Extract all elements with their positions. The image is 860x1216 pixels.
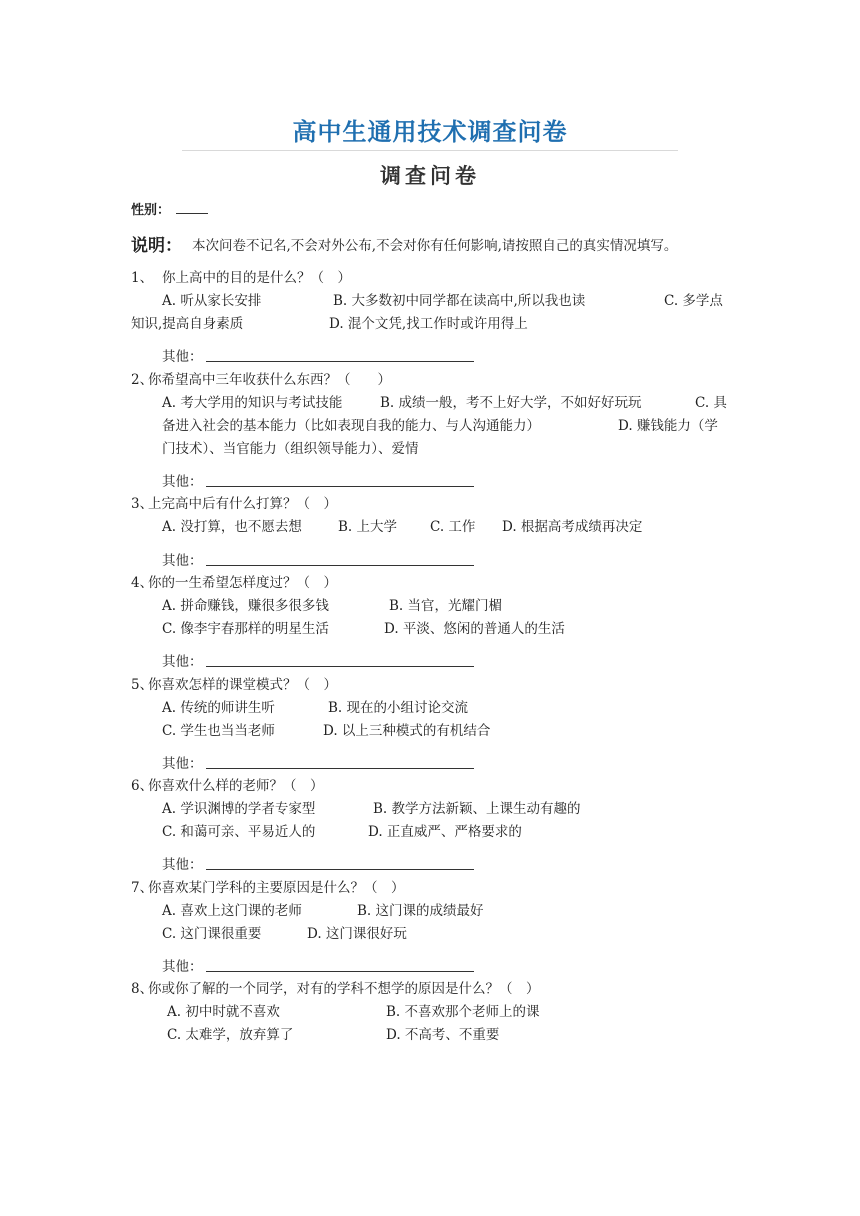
other-answer-line[interactable] [206,666,474,667]
option-b[interactable]: B. 当官，光耀门楣 [389,598,503,614]
question-number: 8、 [131,981,154,997]
option-c[interactable]: C. 多学点 [664,293,723,309]
option-a[interactable]: A. 考大学用的知识与考试技能 [162,395,343,411]
option-b[interactable]: B. 上大学 [338,519,398,535]
option-d[interactable]: D. 正直威严、严格要求的 [368,824,522,840]
option-a[interactable]: A. 学识渊博的学者专家型 [162,801,316,817]
option-a[interactable]: A. 听从家长安排 [162,293,262,309]
other-answer-line[interactable] [206,361,474,362]
title-divider [182,150,678,151]
option-b[interactable]: B. 大多数初中同学都在读高中,所以我也读 [333,293,586,309]
question-text: 你或你了解的一个同学，对有的学科不想学的原因是什么？（ ） [148,981,540,997]
option-a[interactable]: A. 初中时就不喜欢 [167,1004,280,1020]
option-d[interactable]: D. 不高考、不重要 [386,1027,500,1043]
option-a[interactable]: A. 拼命赚钱，赚很多很多钱 [162,598,329,614]
question-text: 你喜欢什么样的老师？（ ） [148,778,324,794]
note-label: 说明： [131,236,182,256]
option-d[interactable]: D. 以上三种模式的有机结合 [323,723,491,739]
gender-label: 性别： [131,203,171,218]
option-c-continued: 知识,提高自身素质 [131,316,244,332]
option-d[interactable]: D. 根据高考成绩再决定 [502,519,643,535]
question-text: 上完高中后有什么打算？（ ） [148,496,337,512]
other-label: 其他： [162,959,203,975]
other-answer-line[interactable] [206,869,474,870]
option-c[interactable]: C. 具 [695,395,727,411]
other-answer-line[interactable] [206,565,474,566]
option-b[interactable]: B. 这门课的成绩最好 [357,903,484,919]
other-answer-line[interactable] [206,971,474,972]
option-d[interactable]: D. 这门课很好玩 [307,926,407,942]
question-number: 1、 [131,270,154,286]
other-label: 其他： [162,756,203,772]
other-answer-line[interactable] [206,486,474,487]
option-d[interactable]: D. 混个文凭,找工作时或许用得上 [329,316,528,332]
question-number: 6、 [131,778,154,794]
option-d[interactable]: D. 平淡、悠闲的普通人的生活 [384,621,565,637]
question-text: 你希望高中三年收获什么东西？（ ） [148,372,391,388]
other-answer-line[interactable] [206,768,474,769]
other-label: 其他： [162,474,203,490]
question-number: 5、 [131,677,154,693]
option-b[interactable]: B. 成绩一般，考不上好大学，不如好好玩玩 [380,395,642,411]
question-text: 你的一生希望怎样度过？（ ） [148,575,337,591]
option-c[interactable]: C. 太难学，放弃算了 [167,1027,294,1043]
question-text: 你上高中的目的是什么？（ ） [162,270,351,286]
other-label: 其他： [162,654,203,670]
question-text: 你喜欢怎样的课堂模式？（ ） [148,677,337,693]
option-b[interactable]: B. 教学方法新颖、上课生动有趣的 [373,801,581,817]
option-b[interactable]: B. 现在的小组讨论交流 [328,700,469,716]
option-a[interactable]: A. 没打算，也不愿去想 [162,519,302,535]
option-a[interactable]: A. 传统的师讲生听 [162,700,275,716]
question-number: 2、 [131,372,154,388]
option-c[interactable]: C. 这门课很重要 [162,926,262,942]
option-a[interactable]: A. 喜欢上这门课的老师 [162,903,302,919]
option-c[interactable]: C. 学生也当当老师 [162,723,275,739]
question-number: 4、 [131,575,154,591]
other-label: 其他： [162,349,203,365]
question-text: 你喜欢某门学科的主要原因是什么？（ ） [148,880,405,896]
question-number: 3、 [131,496,154,512]
other-label: 其他： [162,857,203,873]
option-c-continued: 备进入社会的基本能力（比如表现自我的能力、与人沟通能力） [162,418,540,434]
option-d[interactable]: D. 赚钱能力（学 [618,418,718,434]
section-heading: 调查问卷 [380,164,480,188]
option-c[interactable]: C. 和蔼可亲、平易近人的 [162,824,316,840]
option-b[interactable]: B. 不喜欢那个老师上的课 [386,1004,540,1020]
question-number: 7、 [131,880,154,896]
note-text: 本次问卷不记名,不会对外公布,不会对你有任何影响,请按照自己的真实情况填写。 [192,238,678,254]
gender-blank-line[interactable] [176,213,208,214]
option-c[interactable]: C. 像李宇春那样的明星生活 [162,621,329,637]
option-d-continued: 门技术）、当官能力（组织领导能力）、爱情 [162,441,419,457]
other-label: 其他： [162,553,203,569]
page-title: 高中生通用技术调查问卷 [292,118,568,146]
option-c[interactable]: C. 工作 [430,519,476,535]
